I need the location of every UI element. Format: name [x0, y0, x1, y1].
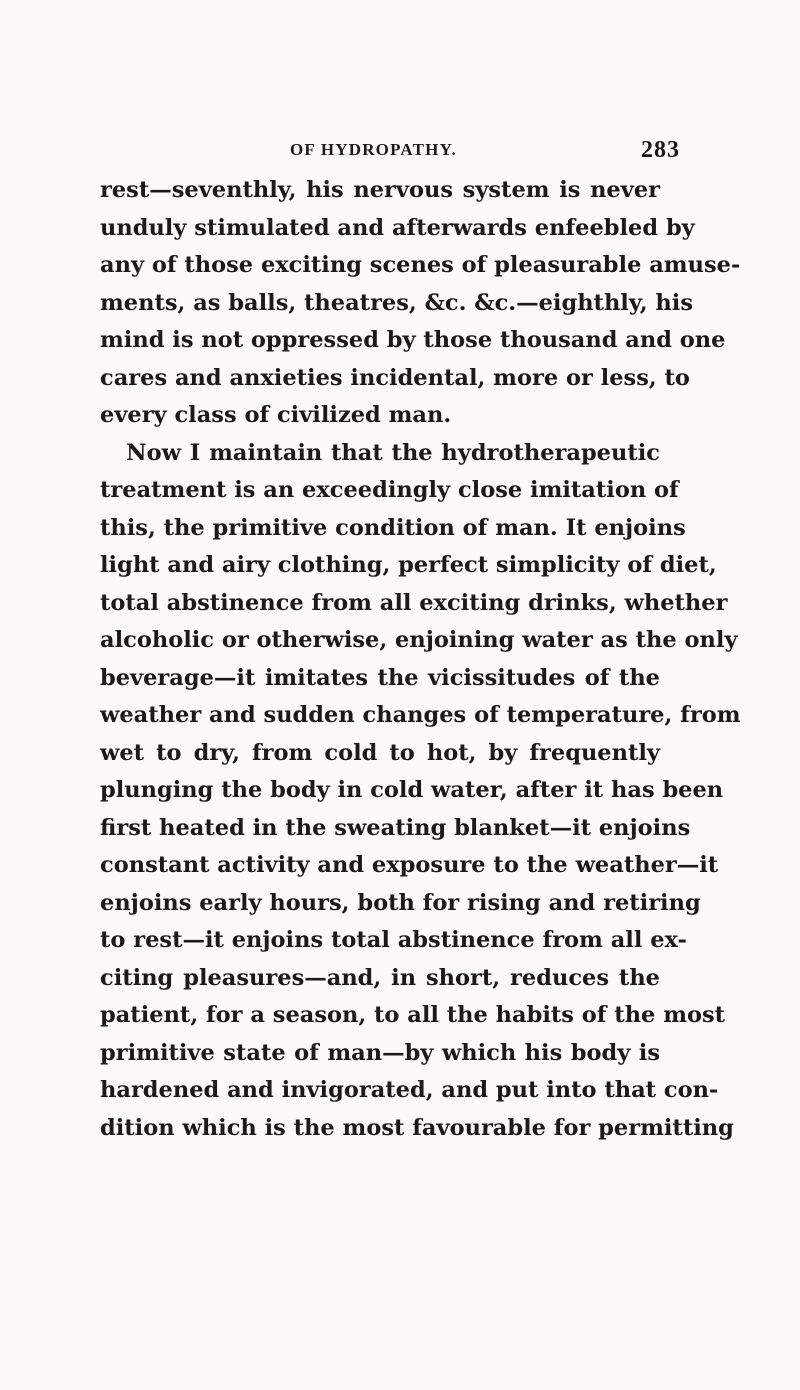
text-line: first heated in the sweating blanket—it enjoins	[100, 814, 691, 841]
page-number: 283	[641, 137, 680, 163]
text-line: ments, as balls, theatres, &c. &c.—eighthly, his	[100, 289, 694, 316]
running-title: OF HYDROPATHY.	[290, 140, 457, 159]
text-line: patient, for a season, to all the habits of the most	[100, 1002, 726, 1028]
text-line: unduly stimulated and afterwards enfeebled by	[100, 214, 695, 241]
text-line: enjoins early hours, both for rising and retiring	[100, 889, 701, 916]
text-line: constant activity and exposure to the weather—it	[100, 852, 719, 878]
text-line: this, the primitive condition of man. It enjoins	[100, 514, 686, 541]
running-head	[100, 137, 680, 164]
text-line: citing pleasures—and, in short, reduces the	[100, 964, 660, 991]
text-line: total abstinence from all exciting drinks, whether	[100, 589, 728, 616]
text-line: mind is not oppressed by those thousand and one	[100, 327, 726, 353]
text-line: beverage—it imitates the vicissitudes of the	[100, 664, 660, 691]
text-line: rest—seventhly, his nervous system is never	[100, 177, 660, 203]
text-line: plunging the body in cold water, after it has been	[100, 777, 724, 803]
body-text	[100, 172, 741, 1147]
text-line: dition which is the most favourable for permitting	[100, 1114, 734, 1141]
text-line-paragraph-end: every class of civilized man.	[100, 402, 452, 428]
text-line: any of those exciting scenes of pleasurable amuse-	[100, 252, 741, 278]
text-line: cares and anxieties incidental, more or less, to	[100, 364, 690, 391]
text-line: light and airy clothing, perfect simplicity of diet,	[100, 552, 717, 578]
text-line: hardened and invigorated, and put into that con-	[100, 1077, 719, 1103]
text-line: weather and sudden changes of temperature, from	[100, 702, 741, 728]
text-line: to rest—it enjoins total abstinence from all ex-	[100, 927, 687, 953]
text-line-paragraph-start: Now I maintain that the hydrotherapeutic	[126, 439, 660, 466]
text-line: primitive state of man—by which his body is	[100, 1039, 660, 1066]
text-line: treatment is an exceedingly close imitation of	[100, 477, 679, 503]
text-line: alcoholic or otherwise, enjoining water as the only	[100, 627, 738, 653]
text-line: wet to dry, from cold to hot, by frequently	[100, 739, 660, 766]
